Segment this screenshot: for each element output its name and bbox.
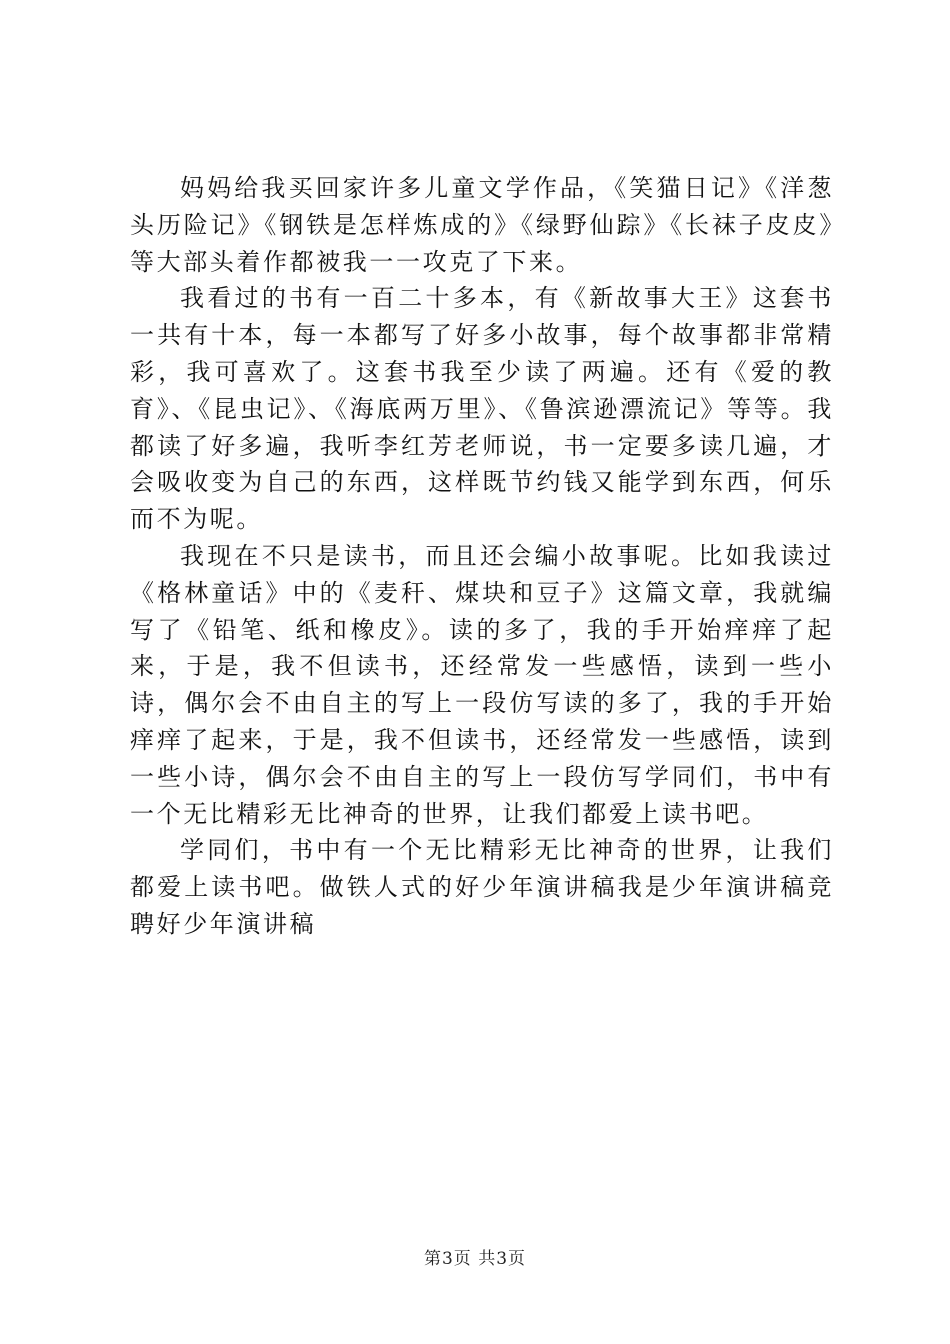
document-body <box>130 170 834 943</box>
paragraph-1: 妈妈给我买回家许多儿童文学作品，《笑猫日记》《洋葱头历险记》《钢铁是怎样炼成的》《绿野仙踪》《长袜子皮皮》等大部头着作都被我一一攻克了下来。 <box>130 174 834 276</box>
paragraph-2: 我看过的书有一百二十多本，有《新故事大王》这套书一共有十本，每一本都写了好多小故事，每个故事都非常精彩，我可喜欢了。这套书我至少读了两遍。还有《爱的教育》、《昆虫记》、《海底两万里》、《鲁滨逊漂流记》等等。我都读了好多遍，我听李红芳老师说，书一定要多读几遍，才会吸收变为自己的东西，这样既节约钱又能学到东西，何乐而不为呢。 <box>130 284 834 534</box>
paragraph-4: 学同们，书中有一个无比精彩无比神奇的世界，让我们都爱上读书吧。做铁人式的好少年演讲稿我是少年演讲稿竞聘好少年演讲稿 <box>130 836 834 938</box>
paragraph-3: 我现在不只是读书，而且还会编小故事呢。比如我读过《格林童话》中的《麦秆、煤块和豆子》这篇文章，我就编写了《铅笔、纸和橡皮》。读的多了，我的手开始痒痒了起来，于是，我不但读书，还经常发一些感悟，读到一些小诗，偶尔会不由自主的写上一段仿写读的多了，我的手开始痒痒了起来，于是，我不但读书，还经常发一些感悟，读到一些小诗，偶尔会不由自主的写上一段仿写学同们，书中有一个无比精彩无比神奇的世界，让我们都爱上读书吧。 <box>130 541 834 828</box>
page-footer: 第3页 共3页 <box>423 1249 527 1269</box>
